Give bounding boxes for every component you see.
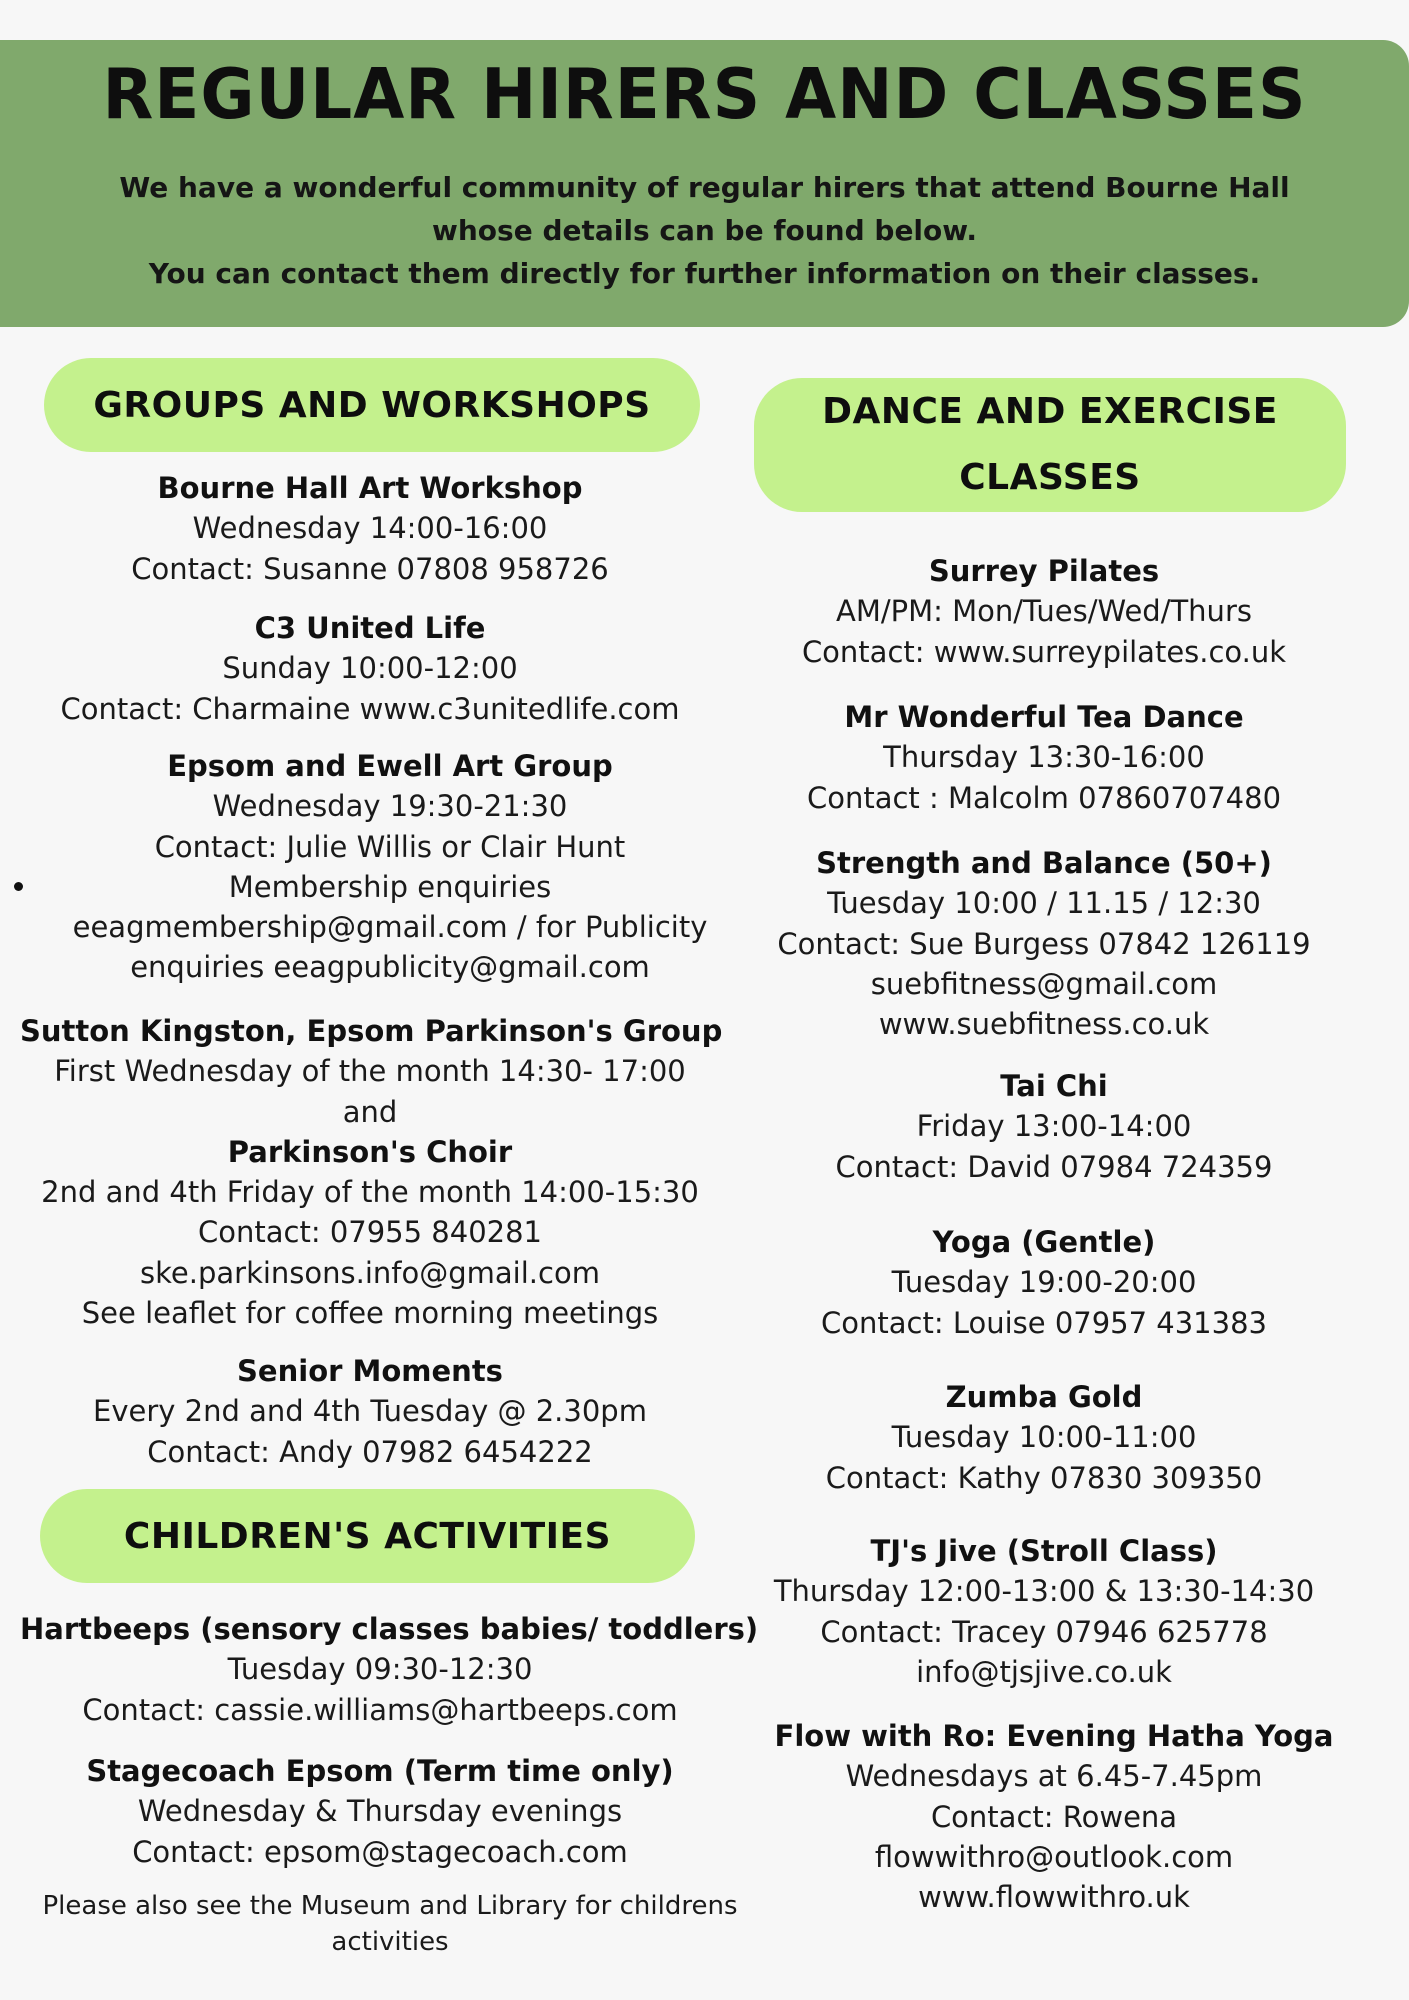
entry-name: Hartbeeps (sensory classes babies/ toddlers) bbox=[20, 1612, 759, 1646]
entry-line: Wednesday 19:30-21:30 bbox=[212, 789, 568, 824]
entry-line: Thursday 12:00-13:00 & 13:30-14:30 bbox=[773, 1574, 1315, 1609]
entry-line: Contact: Kathy 07830 309350 bbox=[825, 1460, 1263, 1495]
entry-line: Contact: epsom@stagecoach.com bbox=[132, 1834, 628, 1869]
note-line: Please also see the Museum and Library for childrens bbox=[42, 1891, 738, 1921]
entry-line: Tuesday 09:30-12:30 bbox=[227, 1652, 533, 1687]
entry-flow-with-ro bbox=[734, 1716, 1374, 1917]
intro-line: whose details can be found below. bbox=[432, 214, 977, 247]
children-heading-text: CHILDREN'S ACTIVITIES bbox=[123, 1515, 612, 1557]
entry-line: www.suebfitness.co.uk bbox=[878, 1007, 1210, 1042]
dance-heading-text: CLASSES bbox=[959, 457, 1141, 498]
entry-line: Contact: Susanne 07808 958726 bbox=[131, 551, 609, 586]
entry-name: Strength and Balance (50+) bbox=[816, 846, 1272, 880]
entry-zumba-gold bbox=[734, 1377, 1354, 1498]
entry-line: Friday 13:00-14:00 bbox=[916, 1109, 1192, 1144]
entry-tjs-jive bbox=[724, 1531, 1364, 1692]
groups-heading-text: GROUPS AND WORKSHOPS bbox=[93, 384, 651, 426]
entry-c3-united-life bbox=[30, 608, 710, 729]
entry-line: Contact : Malcolm 07860707480 bbox=[806, 780, 1282, 815]
entry-strength-balance bbox=[734, 843, 1354, 1044]
entry-line: AM/PM: Mon/Tues/Wed/Thurs bbox=[836, 594, 1252, 629]
entry-line: Tuesday 19:00-20:00 bbox=[891, 1265, 1197, 1300]
entry-line: and bbox=[342, 1094, 398, 1129]
entry-name: Yoga (Gentle) bbox=[932, 1225, 1156, 1259]
entry-parkinsons-group bbox=[20, 1011, 723, 1333]
entry-line: ske.parkinsons.info@gmail.com bbox=[140, 1255, 600, 1290]
entry-senior-moments bbox=[20, 1351, 720, 1472]
entry-name: Bourne Hall Art Workshop bbox=[157, 471, 583, 505]
entry-bourne-hall-art-workshop bbox=[30, 468, 710, 589]
note-line: activities bbox=[331, 1927, 449, 1957]
entry-name: Sutton Kingston, Epsom Parkinson's Group bbox=[20, 1014, 723, 1048]
entry-line: Contact: 07955 840281 bbox=[198, 1215, 542, 1250]
children-note bbox=[30, 1888, 750, 1960]
entry-name: Stagecoach Epsom (Term time only) bbox=[86, 1754, 674, 1788]
entry-line: Thursday 13:30-16:00 bbox=[883, 740, 1205, 775]
entry-line: Tuesday 10:00-11:00 bbox=[891, 1420, 1197, 1455]
entry-name: Senior Moments bbox=[237, 1354, 503, 1388]
entry-line: Contact: Julie Willis or Clair Hunt bbox=[154, 829, 626, 864]
entry-line: Every 2nd and 4th Tuesday @ 2.30pm bbox=[93, 1394, 647, 1429]
entry-line: Tuesday 10:00 / 11.15 / 12:30 bbox=[827, 886, 1261, 921]
entry-line: Contact: David 07984 724359 bbox=[835, 1149, 1273, 1184]
entry-stagecoach bbox=[20, 1751, 740, 1872]
children-heading bbox=[40, 1489, 695, 1583]
entry-name: Epsom and Ewell Art Group bbox=[167, 749, 613, 783]
entry-name: TJ's Jive (Stroll Class) bbox=[870, 1534, 1218, 1568]
entry-tea-dance bbox=[734, 697, 1354, 818]
entry-line: suebfitness@gmail.com bbox=[870, 966, 1218, 1001]
entry-name: Parkinson's Choir bbox=[227, 1134, 513, 1169]
entry-line: Contact: Andy 07982 6454222 bbox=[147, 1434, 593, 1469]
entry-line: Contact: Louise 07957 431383 bbox=[821, 1305, 1267, 1340]
entry-name: Zumba Gold bbox=[945, 1380, 1143, 1414]
entry-name: Surrey Pilates bbox=[928, 554, 1160, 588]
entry-name: Tai Chi bbox=[1000, 1069, 1108, 1103]
entry-line: eeagmembership@gmail.com / for Publicity bbox=[72, 910, 708, 945]
entry-surrey-pilates bbox=[734, 551, 1354, 672]
entry-line: Sunday 10:00-12:00 bbox=[222, 651, 518, 686]
bullet-dot bbox=[14, 882, 23, 891]
groups-heading bbox=[44, 358, 700, 452]
entry-line: Wednesday & Thursday evenings bbox=[137, 1794, 623, 1829]
entry-line: Contact: Charmaine www.c3unitedlife.com bbox=[60, 691, 680, 726]
entry-line: Membership enquiries bbox=[228, 869, 552, 904]
entry-name: C3 United Life bbox=[254, 611, 486, 645]
entry-line: Contact: Tracey 07946 625778 bbox=[820, 1614, 1268, 1649]
entry-tai-chi bbox=[744, 1066, 1364, 1187]
intro-line: You can contact them directly for further information on their classes. bbox=[148, 257, 1261, 290]
entry-name: Mr Wonderful Tea Dance bbox=[844, 700, 1244, 734]
entry-line: 2nd and 4th Friday of the month 14:00-15:30 bbox=[41, 1175, 699, 1210]
intro-text bbox=[100, 166, 1309, 295]
entry-hartbeeps bbox=[20, 1609, 759, 1730]
entry-line: Contact: cassie.williams@hartbeeps.com bbox=[82, 1692, 678, 1727]
entry-line: flowwithro@outlook.com bbox=[874, 1839, 1234, 1874]
dance-heading-text: DANCE AND EXERCISE bbox=[822, 391, 1278, 432]
entry-name: Flow with Ro: Evening Hatha Yoga bbox=[774, 1719, 1334, 1753]
entry-line: Contact: Sue Burgess 07842 126119 bbox=[777, 926, 1311, 961]
entry-line: See leaflet for coffee morning meetings bbox=[81, 1296, 659, 1331]
entry-line: Contact: Rowena bbox=[930, 1799, 1178, 1834]
entry-line: info@tjsjive.co.uk bbox=[916, 1654, 1172, 1689]
dance-heading bbox=[754, 378, 1346, 512]
intro-line: We have a wonderful community of regular hirers that attend Bourne Hall bbox=[119, 171, 1290, 204]
entry-epsom-ewell-art-group bbox=[40, 746, 740, 988]
entry-line: enquiries eeagpublicity@gmail.com bbox=[130, 950, 650, 985]
page-title: REGULAR HIRERS AND CLASSES bbox=[102, 54, 1307, 135]
entry-line: First Wednesday of the month 14:30- 17:00 bbox=[54, 1054, 686, 1089]
entry-line: Wednesdays at 6.45-7.45pm bbox=[845, 1759, 1263, 1794]
entry-line: Wednesday 14:00-16:00 bbox=[192, 511, 548, 546]
entry-yoga-gentle bbox=[734, 1222, 1354, 1343]
entry-line: www.flowwithro.uk bbox=[918, 1880, 1190, 1915]
entry-line: Contact: www.surreypilates.co.uk bbox=[801, 634, 1287, 669]
